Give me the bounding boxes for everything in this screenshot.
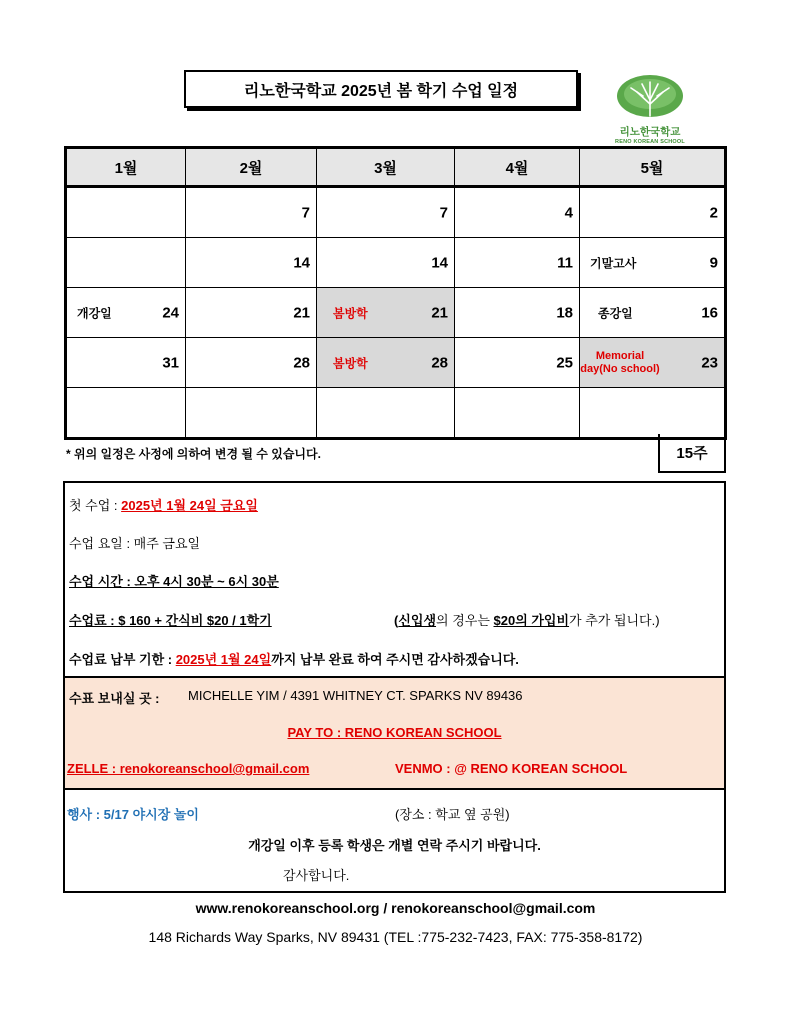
- event-label: 행사 : 5/17 야시장 놀이: [67, 807, 199, 822]
- month-header: 5월: [580, 148, 726, 187]
- tree-icon: [615, 74, 685, 118]
- date-cell: [186, 187, 317, 238]
- date-cell: [580, 388, 726, 439]
- date-cell: [66, 187, 186, 238]
- date-cell: [455, 338, 580, 388]
- holiday-cell: [317, 288, 455, 338]
- schedule-note: * 위의 일정은 사정에 의하여 변경 될 수 있습니다.: [66, 447, 321, 461]
- zelle-email[interactable]: ZELLE : renokoreanschool@gmail.com: [67, 761, 310, 776]
- tuition: 수업료 : $ 160 + 간식비 $20 / 1학기: [69, 613, 272, 628]
- date-number: 2: [709, 204, 718, 221]
- date-number: 28: [431, 354, 448, 371]
- schedule-calendar: [64, 146, 727, 440]
- spring-break-label: 봄방학: [333, 356, 368, 370]
- week-row: [66, 238, 726, 288]
- date-cell: [455, 288, 580, 338]
- date-number: 14: [293, 254, 310, 271]
- late-registration-notice: 개강일 이후 등록 학생은 개별 연락 주시기 바랍니다.: [248, 838, 541, 853]
- payment-section: [65, 678, 724, 790]
- date-cell: [580, 187, 726, 238]
- date-number: 14: [431, 254, 448, 271]
- date-number: 23: [701, 354, 718, 371]
- date-cell: [66, 238, 186, 288]
- date-cell: [455, 187, 580, 238]
- logo-korean-text: 리노한국학교: [619, 126, 681, 138]
- date-number: 31: [162, 354, 179, 371]
- date-number: 25: [556, 354, 573, 371]
- first-class-label: 첫 수업 :: [69, 498, 122, 513]
- venmo-handle: VENMO : @ RENO KOREAN SCHOOL: [395, 761, 628, 776]
- date-number: 7: [439, 204, 448, 221]
- page-title: 리노한국학교 2025년 봄 학기 수업 일정: [184, 70, 578, 108]
- month-header: 1월: [66, 148, 186, 187]
- month-header: 2월: [186, 148, 317, 187]
- memorial-day-label: Memorial day(No school): [580, 349, 660, 375]
- weeks-count: 15주: [658, 434, 726, 473]
- date-cell: [317, 388, 455, 439]
- registration-fee: $20의 가입비: [493, 613, 570, 628]
- date-number: 28: [293, 354, 310, 371]
- date-number: 21: [293, 304, 310, 321]
- new-student-fee-note: (신입생의 경우는 $20의 가입비가 추가 됩니다.): [394, 613, 660, 628]
- payment-deadline-line: 수업료 납부 기한 : 2025년 1월 24일까지 납부 완료 하여 주시면 감사하겠습니다.: [69, 652, 519, 667]
- first-class-line: [69, 495, 258, 514]
- date-cell: [186, 238, 317, 288]
- first-class-value: 2025년 1월 24일 금요일: [121, 498, 258, 513]
- holiday-cell: [317, 338, 455, 388]
- info-panel: [63, 481, 726, 893]
- date-cell: [580, 288, 726, 338]
- month-header: 4월: [455, 148, 580, 187]
- new-student-label: 신입생: [398, 613, 437, 628]
- week-row: [66, 187, 726, 238]
- check-mail-label: 수표 보내실 곳 :: [69, 691, 160, 706]
- date-cell: [186, 338, 317, 388]
- date-number: 24: [162, 304, 179, 321]
- footer-web-email[interactable]: www.renokoreanschool.org / renokoreanschool@gmail.com: [195, 900, 596, 916]
- holiday-cell: [580, 338, 726, 388]
- date-cell: [66, 388, 186, 439]
- school-logo: [612, 74, 688, 145]
- pay-to: PAY TO : RENO KOREAN SCHOOL: [287, 725, 502, 740]
- date-cell: [455, 388, 580, 439]
- date-cell: [186, 388, 317, 439]
- date-number: 9: [709, 254, 718, 271]
- final-exam-label: 기말고사: [590, 256, 637, 270]
- week-row: [66, 288, 726, 338]
- payment-deadline-date: 2025년 1월 24일: [175, 652, 272, 667]
- date-cell: [66, 338, 186, 388]
- opening-day-label: 개강일: [77, 306, 112, 320]
- logo-english-text: RENO KOREAN SCHOOL: [615, 139, 685, 145]
- date-number: 4: [564, 204, 573, 221]
- class-day: 수업 요일 : 매주 금요일: [69, 536, 201, 551]
- date-cell: [580, 238, 726, 288]
- footer-address: 148 Richards Way Sparks, NV 89431 (TEL :775-232-7423, FAX: 775-358-8172): [148, 929, 643, 945]
- date-cell: [317, 238, 455, 288]
- date-number: 18: [556, 304, 573, 321]
- class-time: 수업 시간 : 오후 4시 30분 ~ 6시 30분: [69, 574, 279, 589]
- week-row: [66, 388, 726, 439]
- thanks-text: 감사합니다.: [283, 868, 350, 883]
- date-cell: [66, 288, 186, 338]
- event-place: (장소 : 학교 옆 공원): [395, 807, 510, 822]
- date-cell: [186, 288, 317, 338]
- date-cell: [455, 238, 580, 288]
- date-number: 11: [557, 254, 573, 271]
- month-header: 3월: [317, 148, 455, 187]
- week-row: [66, 338, 726, 388]
- check-mail-address: MICHELLE YIM / 4391 WHITNEY CT. SPARKS NV 89436: [188, 688, 523, 703]
- spring-break-label: 봄방학: [333, 306, 368, 320]
- last-day-label: 종강일: [598, 306, 633, 320]
- class-info-section: [65, 483, 724, 678]
- date-cell: [317, 187, 455, 238]
- date-number: 21: [431, 304, 448, 321]
- date-number: 7: [301, 204, 310, 221]
- event-section: [65, 790, 724, 891]
- date-number: 16: [701, 304, 718, 321]
- month-header-row: [66, 148, 726, 187]
